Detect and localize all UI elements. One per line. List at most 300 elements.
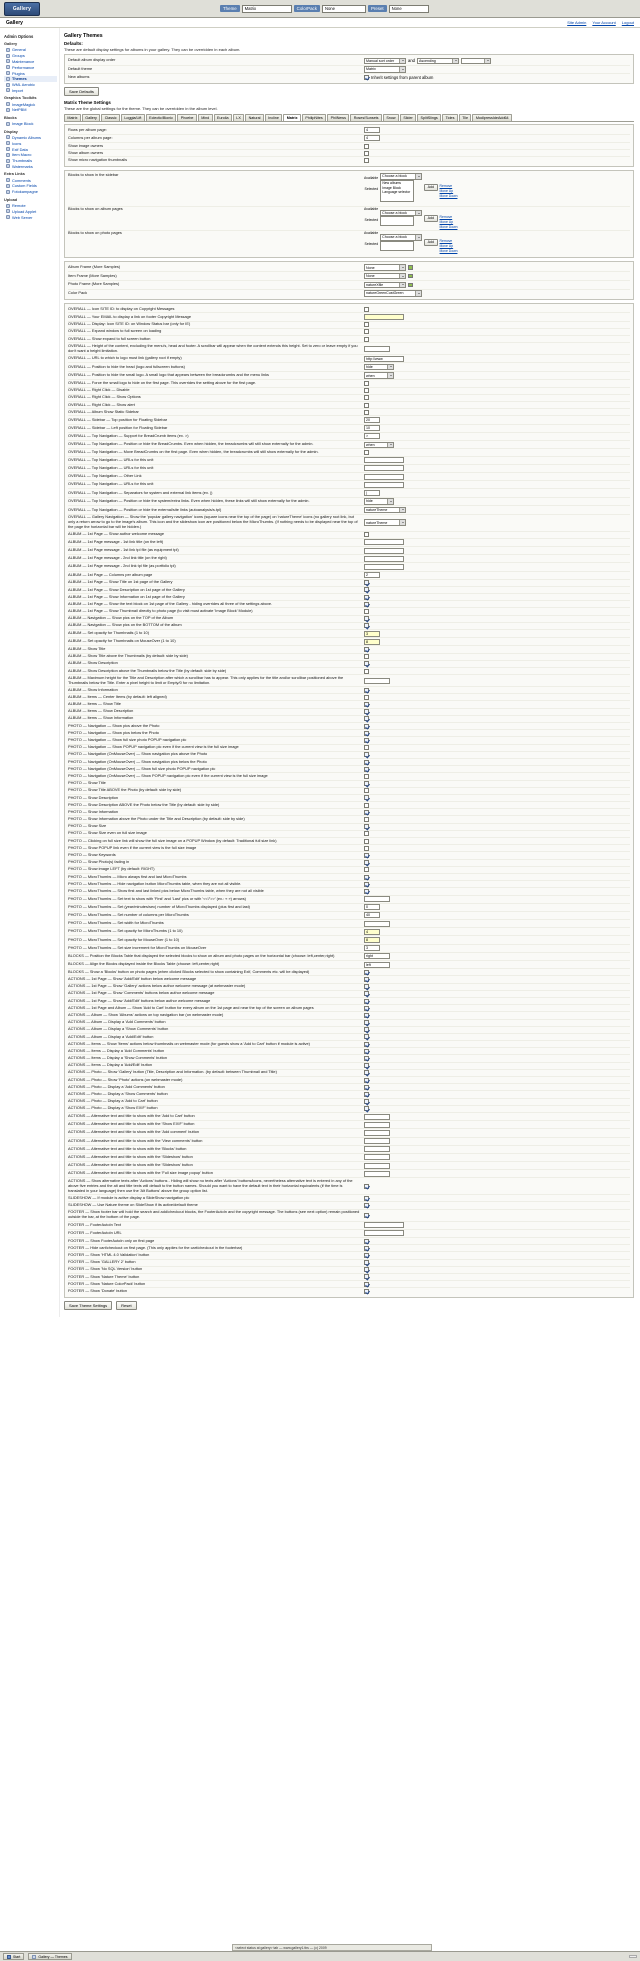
setting-row [68, 363, 630, 372]
album-frame-color-swatch[interactable] [408, 265, 413, 270]
tab-eurolia[interactable]: Eurolia [214, 114, 232, 121]
setting-label: PHOTO — MicroThumbs — Set text to show with 'First' and 'Last' pics or with '<<'/'>>' (ex.: « ») arrows) [68, 895, 246, 901]
browser-toolbar [0, 0, 640, 18]
setting-checkbox[interactable] [364, 1056, 369, 1061]
setting-checkbox[interactable] [364, 817, 369, 822]
setting-label: ALBUM — 1st Page — Show author welcome message [68, 531, 165, 537]
setting-control [364, 953, 630, 959]
move-up-link[interactable]: Move Up [439, 219, 454, 224]
setting-checkbox[interactable] [364, 795, 369, 800]
sidebar-item-import[interactable] [4, 87, 57, 93]
tab-matrix-1[interactable]: Matrix [64, 114, 81, 121]
setting-label: ACTIONS — Alternative text and title to show with the 'Full size image popup' button [68, 1170, 213, 1176]
setting-control [364, 731, 630, 736]
setting-row [68, 481, 630, 489]
move-up-link[interactable]: Move Up [439, 243, 454, 248]
row-label: Default theme [68, 65, 93, 71]
show-image-owners-checkbox[interactable] [364, 144, 369, 149]
setting-checkbox[interactable] [364, 991, 369, 996]
setting-input[interactable] [364, 639, 380, 645]
setting-checkbox[interactable] [364, 738, 369, 743]
setting-checkbox[interactable] [364, 688, 369, 693]
setting-control [364, 984, 630, 989]
tab-mind[interactable]: Mind [198, 114, 213, 121]
setting-control [364, 1130, 630, 1136]
setting-input[interactable] [364, 482, 404, 488]
row-label: Photo Frame (More Samples) [68, 281, 120, 287]
setting-checkbox[interactable] [364, 1049, 369, 1054]
tab-philipnites[interactable]: PhilipNites [302, 114, 326, 121]
preset-field-value[interactable]: None [389, 5, 429, 13]
setting-checkbox[interactable] [364, 602, 369, 607]
setting-row [68, 852, 630, 859]
setting-checkbox[interactable] [364, 1267, 369, 1272]
setting-input[interactable] [364, 1114, 390, 1120]
setting-row [68, 1113, 630, 1121]
list-item[interactable]: Image Block [382, 185, 401, 190]
available-blocks-select-sidebar[interactable] [380, 173, 422, 179]
setting-input[interactable] [364, 896, 390, 902]
setting-checkbox[interactable] [364, 532, 369, 537]
setting-label: ALBUM — 1st Page message - 2nd link title (on the right) [68, 555, 167, 561]
setting-input[interactable] [364, 1171, 390, 1177]
setting-checkbox[interactable] [364, 860, 369, 865]
remove-block-link[interactable]: Remove [439, 184, 453, 189]
setting-checkbox[interactable] [364, 867, 369, 872]
setting-control [364, 609, 630, 614]
colorpack-field-value[interactable]: None [322, 5, 366, 13]
setting-input[interactable] [364, 572, 380, 578]
sidebar-item-netpbm[interactable] [4, 107, 57, 113]
setting-checkbox[interactable] [364, 731, 369, 736]
setting-checkbox[interactable] [364, 889, 369, 894]
setting-checkbox[interactable] [364, 716, 369, 721]
setting-checkbox[interactable] [364, 587, 369, 592]
list-item[interactable]: New albums [382, 180, 401, 185]
setting-input[interactable] [364, 937, 380, 943]
setting-control [364, 1253, 630, 1258]
setting-control [364, 810, 630, 815]
setting-select[interactable] [364, 519, 406, 525]
theme-basic-panel [64, 124, 634, 167]
show-album-owners-checkbox[interactable] [364, 151, 369, 156]
add-block-button-album[interactable]: Add [424, 215, 437, 222]
setting-checkbox[interactable] [364, 781, 369, 786]
new-albums-inherit-checkbox[interactable] [364, 75, 369, 80]
setting-control [364, 474, 630, 480]
sidebar-item-fotokampagne[interactable] [4, 189, 57, 195]
setting-checkbox[interactable] [364, 1260, 369, 1265]
setting-checkbox[interactable] [364, 329, 369, 334]
move-down-link[interactable]: Move Down [439, 193, 458, 198]
setting-row [68, 795, 630, 802]
setting-checkbox[interactable] [364, 580, 369, 585]
setting-checkbox[interactable] [364, 1063, 369, 1068]
setting-input[interactable] [364, 474, 404, 480]
setting-input[interactable] [364, 904, 380, 910]
remove-block-link[interactable]: Remove [439, 239, 453, 244]
setting-input[interactable] [364, 433, 380, 439]
setting-control [364, 1282, 630, 1287]
sidebar-item-image-block[interactable] [4, 121, 57, 127]
available-label: Available [364, 231, 379, 236]
sidebar-item-label: WML Aerobic [12, 82, 35, 88]
link-your-account[interactable]: Your Account [592, 20, 616, 25]
setting-label: PHOTO — Navigation — Show pics below the Photo [68, 729, 159, 735]
move-up-link[interactable]: Move Up [439, 188, 454, 193]
setting-checkbox[interactable] [364, 1078, 369, 1083]
setting-row [68, 1260, 630, 1267]
setting-checkbox[interactable] [364, 767, 369, 772]
setting-control [364, 1146, 630, 1152]
setting-label: PHOTO — Navigation (OnMouseOver) — Show navigation pics above the Photo [68, 751, 208, 757]
setting-control [364, 1099, 630, 1104]
sidebar-item-label: Watermarks [12, 163, 33, 169]
select-value: natureTheme [366, 507, 388, 512]
tab-matrix-active[interactable]: Matrix [283, 114, 301, 121]
setting-checkbox[interactable] [364, 752, 369, 757]
setting-row [68, 709, 630, 716]
link-site-admin[interactable]: Site Admin [567, 20, 587, 25]
item-frame-select[interactable] [364, 273, 406, 279]
photo-frame-color-swatch[interactable] [408, 283, 413, 288]
available-blocks-select-photo[interactable] [380, 234, 422, 240]
setting-input[interactable] [364, 465, 404, 471]
setting-input[interactable] [364, 1230, 404, 1236]
setting-checkbox[interactable] [364, 882, 369, 887]
setting-label: ALBUM — Show Description [68, 660, 118, 666]
setting-checkbox[interactable] [364, 839, 369, 844]
setting-input[interactable] [364, 1130, 390, 1136]
setting-input[interactable] [364, 457, 404, 463]
tab-slider[interactable]: Slider [400, 114, 416, 121]
selected-blocks-list-album[interactable] [380, 216, 414, 226]
setting-row [68, 945, 630, 953]
setting-input[interactable] [364, 1122, 390, 1128]
setting-row [68, 1178, 630, 1195]
setting-checkbox[interactable] [364, 999, 369, 1004]
setting-row [68, 1252, 630, 1259]
setting-label: ACTIONS — Alternative text and title to show with the 'Slideshow' button [68, 1162, 193, 1168]
setting-input[interactable] [364, 912, 380, 918]
default-theme-select[interactable] [364, 66, 406, 72]
start-button[interactable] [3, 1953, 24, 1960]
tab-philnews[interactable]: PhilNews [327, 114, 349, 121]
setting-checkbox[interactable] [364, 1203, 369, 1208]
selected-blocks-list-photo[interactable] [380, 241, 414, 251]
setting-checkbox[interactable] [364, 337, 369, 342]
row-label: Color Pack [68, 289, 88, 295]
setting-control [364, 498, 630, 504]
setting-checkbox[interactable] [364, 450, 369, 455]
setting-input[interactable] [364, 356, 404, 362]
setting-row [68, 845, 630, 852]
setting-label: PHOTO — MicroThumbs — Set number of columns per MicroThumbs [68, 912, 189, 918]
setting-checkbox[interactable] [364, 595, 369, 600]
setting-label: OVERALL — Top Navigation — Position or hide the BreadCrumbs. Even when hidden, the breadcrumbs will still show externally for the admin. [68, 441, 314, 447]
setting-input[interactable] [364, 346, 390, 352]
setting-input[interactable] [364, 556, 404, 562]
setting-checkbox[interactable] [364, 760, 369, 765]
upload-icon [6, 209, 10, 213]
tab-natural[interactable]: Natural [245, 114, 264, 121]
setting-input[interactable] [364, 490, 380, 496]
sidebar-item-label: Custom Fields [12, 183, 37, 189]
setting-control [364, 669, 630, 674]
sidebar-item-watermarks[interactable] [4, 164, 57, 170]
item-frame-color-swatch[interactable] [408, 274, 413, 279]
sidebar-item-label: Maintenance [12, 58, 35, 64]
tab-loggia-lift[interactable]: Loggia/Lift [121, 114, 145, 121]
move-down-link[interactable]: Move Down [439, 224, 458, 229]
row-label: Album Frame (More Samples) [68, 264, 121, 270]
select-value: natureTheme [366, 520, 388, 525]
tab-tile[interactable]: Tile [459, 114, 472, 121]
setting-checkbox[interactable] [364, 1213, 369, 1218]
setting-label: ACTIONS — Photo — Show 'Photo' actions (on webmaster mode) [68, 1076, 183, 1082]
setting-checkbox[interactable] [364, 1184, 369, 1189]
row-blocks-sidebar [68, 173, 630, 207]
setting-checkbox[interactable] [364, 745, 369, 750]
setting-input[interactable] [364, 1163, 390, 1169]
setting-checkbox[interactable] [364, 803, 369, 808]
tab-modlpress[interactable]: ModlpressIdeAdd64 [472, 114, 512, 121]
setting-checkbox[interactable] [364, 322, 369, 327]
setting-row [68, 661, 630, 668]
setting-control [364, 904, 630, 910]
setting-select[interactable] [364, 364, 394, 370]
setting-checkbox[interactable] [364, 654, 369, 659]
tab-tides[interactable]: Tides [442, 114, 458, 121]
tab-lx[interactable]: LX [233, 114, 244, 121]
setting-checkbox[interactable] [364, 609, 369, 614]
setting-checkbox[interactable] [364, 1246, 369, 1251]
setting-row [68, 912, 630, 920]
setting-checkbox[interactable] [364, 1239, 369, 1244]
setting-checkbox[interactable] [364, 307, 369, 312]
photo-frame-select[interactable] [364, 282, 406, 288]
setting-checkbox[interactable] [364, 984, 369, 989]
setting-checkbox[interactable] [364, 831, 369, 836]
taskbar-window-gallery[interactable] [28, 1953, 71, 1960]
move-down-link[interactable]: Move Down [439, 248, 458, 253]
setting-checkbox[interactable] [364, 970, 369, 975]
blocks-labels [364, 231, 378, 253]
row-rows-per-album-page [68, 127, 630, 135]
setting-label: SLIDESHOW — If module is active display a SlideShow navigation pic [68, 1194, 190, 1200]
theme-field-value[interactable]: Matrix [242, 5, 292, 13]
setting-control [364, 1085, 630, 1090]
setting-input[interactable] [364, 425, 380, 431]
setting-control [364, 661, 630, 666]
default-sort-direction-select[interactable] [417, 58, 459, 64]
setting-control [364, 337, 630, 342]
setting-control [364, 580, 630, 585]
setting-input[interactable] [364, 314, 404, 320]
setting-checkbox[interactable] [364, 1085, 369, 1090]
tab-eclectic-bionic[interactable]: Eclectic/Bionic [146, 114, 177, 121]
setting-checkbox[interactable] [364, 1253, 369, 1258]
tab-roses-sunsets[interactable]: Roses/Sunsets [350, 114, 382, 121]
window-icon [32, 1955, 36, 1959]
setting-checkbox[interactable] [364, 1196, 369, 1201]
setting-checkbox[interactable] [364, 853, 369, 858]
save-defaults-button[interactable]: Save Defaults [64, 87, 99, 96]
setting-checkbox[interactable] [364, 1070, 369, 1075]
setting-control [364, 709, 630, 714]
server-icon [6, 215, 10, 219]
setting-checkbox[interactable] [364, 824, 369, 829]
setting-checkbox[interactable] [364, 669, 369, 674]
setting-input[interactable] [364, 631, 380, 637]
setting-checkbox[interactable] [364, 788, 369, 793]
setting-input[interactable] [364, 1146, 390, 1152]
setting-input[interactable] [364, 1154, 390, 1160]
setting-checkbox[interactable] [364, 395, 369, 400]
setting-checkbox[interactable] [364, 1027, 369, 1032]
add-block-button-photo[interactable]: Add [424, 239, 437, 246]
setting-label: PHOTO — Navigation — Show POPUP navigation pic even if the current view is the full size image [68, 744, 239, 750]
remove-block-link[interactable]: Remove [439, 214, 453, 219]
setting-control [364, 695, 630, 700]
available-blocks-select-album[interactable] [380, 210, 422, 216]
tab-incline[interactable]: Incline [265, 114, 282, 121]
setting-checkbox[interactable] [364, 695, 369, 700]
setting-checkbox[interactable] [364, 403, 369, 408]
tab-gallery[interactable]: Gallery [82, 114, 100, 121]
tab-classic[interactable]: Classic [101, 114, 120, 121]
setting-row [68, 904, 630, 912]
sidebar-item-web-server[interactable] [4, 214, 57, 220]
import-icon [6, 88, 10, 92]
setting-input[interactable] [364, 539, 404, 545]
selected-blocks-list-sidebar[interactable] [380, 180, 414, 202]
setting-checkbox[interactable] [364, 1289, 369, 1294]
setting-checkbox[interactable] [364, 1282, 369, 1287]
gear-icon [6, 48, 10, 52]
add-block-button-sidebar[interactable]: Add [424, 184, 437, 191]
setting-label: ACTIONS — Photo — Show 'Gallery' button (Title, Description and Information. (by default: between Thumbnail and Title) [68, 1069, 277, 1075]
row-label: Blocks to show in the sidebar [68, 172, 119, 178]
default-sort-extra-select[interactable] [461, 58, 491, 64]
setting-checkbox[interactable] [364, 647, 369, 652]
tab-snow[interactable]: Snow [383, 114, 399, 121]
row-blocks-album-pages [68, 207, 630, 231]
row-label: Blocks to show on album pages [68, 206, 123, 212]
setting-label: ACTIONS — Items — Display a 'Add Comments' button [68, 1047, 165, 1053]
setting-checkbox[interactable] [364, 977, 369, 982]
setting-label: PHOTO — MicroThumbs — Set width for MicroThumbs [68, 920, 164, 926]
list-item[interactable]: Language selector [382, 190, 411, 195]
setting-checkbox[interactable] [364, 774, 369, 779]
default-sort-order-select[interactable] [364, 58, 406, 64]
setting-input[interactable] [364, 564, 404, 570]
setting-control [364, 564, 630, 570]
setting-label: PHOTO — Show Photo(s) fading in [68, 859, 130, 865]
setting-input[interactable] [364, 953, 390, 959]
album-frame-select[interactable] [364, 264, 406, 270]
setting-row [68, 1281, 630, 1288]
setting-input[interactable] [364, 921, 390, 927]
setting-checkbox[interactable] [364, 623, 369, 628]
color-pack-select[interactable] [364, 290, 422, 296]
setting-checkbox[interactable] [364, 846, 369, 851]
setting-checkbox[interactable] [364, 1274, 369, 1279]
link-logout[interactable]: Logout [621, 20, 634, 25]
select-value: Choose a block [382, 211, 407, 216]
frames-panel [64, 261, 634, 300]
setting-input[interactable] [364, 945, 380, 951]
setting-input[interactable] [364, 1138, 390, 1144]
setting-checkbox[interactable] [364, 661, 369, 666]
columns-per-album-input[interactable] [364, 135, 380, 141]
setting-checkbox[interactable] [364, 709, 369, 714]
setting-input[interactable] [364, 678, 390, 684]
joiner-label: and [408, 58, 415, 64]
setting-checkbox[interactable] [364, 1092, 369, 1097]
setting-checkbox[interactable] [364, 724, 369, 729]
setting-checkbox[interactable] [364, 1020, 369, 1025]
tab-splitslings[interactable]: SplitSlings [417, 114, 441, 121]
setting-input[interactable] [364, 962, 390, 968]
setting-checkbox[interactable] [364, 1013, 369, 1018]
setting-select[interactable] [364, 442, 394, 448]
setting-control [364, 364, 630, 370]
setting-label: PHOTO — MicroThumbs — Set opacity for MouseOver (1 to 10) [68, 936, 180, 942]
setting-input[interactable] [364, 548, 404, 554]
setting-checkbox[interactable] [364, 616, 369, 621]
tab-phoebe[interactable]: Phoebe [177, 114, 197, 121]
setting-control [364, 1222, 630, 1228]
setting-checkbox[interactable] [364, 875, 369, 880]
setting-checkbox[interactable] [364, 1106, 369, 1111]
setting-label: OVERALL — Sidebar — Left position for Floating Sidebar [68, 424, 168, 430]
setting-control [364, 991, 630, 996]
setting-input[interactable] [364, 417, 380, 423]
setting-checkbox[interactable] [364, 1099, 369, 1104]
setting-control [364, 322, 630, 327]
setting-checkbox[interactable] [364, 1042, 369, 1047]
save-defaults-row [64, 87, 634, 96]
setting-label: ALBUM — 1st Page — Show Description on 1st page of the Gallery [68, 586, 185, 592]
setting-checkbox[interactable] [364, 810, 369, 815]
setting-control [364, 945, 630, 951]
setting-checkbox[interactable] [364, 410, 369, 415]
rows-per-album-input[interactable] [364, 127, 380, 133]
new-albums-inherit-label: Inherit settings from parent album [371, 74, 434, 80]
setting-checkbox[interactable] [364, 1034, 369, 1039]
setting-select[interactable] [364, 498, 394, 504]
reset-button[interactable]: Reset [116, 1301, 136, 1310]
setting-input[interactable] [364, 1222, 404, 1228]
save-theme-settings-button[interactable]: Save Theme Settings [64, 1301, 112, 1310]
setting-control [364, 556, 630, 562]
setting-select[interactable] [364, 507, 406, 513]
setting-checkbox[interactable] [364, 702, 369, 707]
setting-label: PHOTO — Show POPUP link even if the current view is the full size image [68, 844, 197, 850]
album-icon [6, 135, 10, 139]
setting-label: PHOTO — Clicking on full size link will show the full size image on a POPUP Window (by default: Traditional full size link) [68, 837, 277, 843]
setting-checkbox[interactable] [364, 388, 369, 393]
setting-checkbox[interactable] [364, 381, 369, 386]
setting-control [364, 970, 630, 975]
show-micro-nav-thumbs-checkbox[interactable] [364, 158, 369, 163]
setting-control [364, 760, 630, 765]
setting-select[interactable] [364, 372, 394, 378]
setting-input[interactable] [364, 929, 380, 935]
setting-checkbox[interactable] [364, 1006, 369, 1011]
selected-label: Selected [364, 218, 379, 223]
